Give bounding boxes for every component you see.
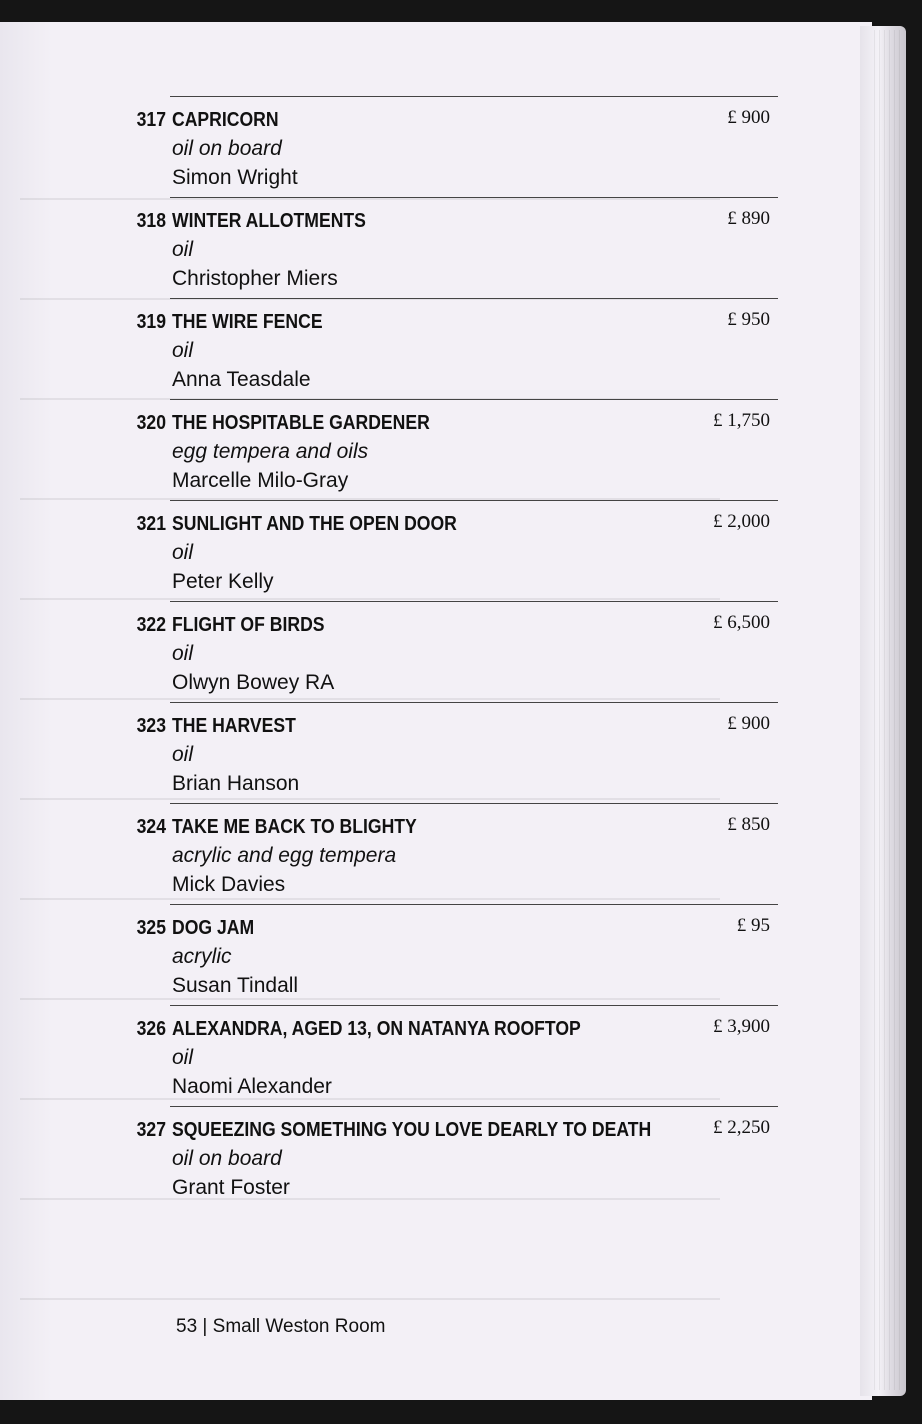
entry-title: THE WIRE FENCE (172, 311, 323, 333)
entry-title: THE HOSPITABLE GARDENER (172, 412, 430, 434)
entry-number: 320 (136, 412, 166, 434)
room-name: Small Weston Room (212, 1316, 386, 1337)
entry-price: £ 6,500 (713, 612, 770, 633)
entry-number: 317 (136, 109, 166, 131)
entry-artist: Peter Kelly (172, 570, 274, 593)
entry-price: £ 1,750 (713, 410, 770, 431)
entry-price: £ 95 (736, 915, 770, 936)
entry-number: 327 (136, 1119, 166, 1141)
entry-price: £ 900 (727, 713, 770, 734)
entry-artist: Mick Davies (172, 873, 286, 896)
entry-medium: oil on board (172, 1147, 282, 1170)
entry-medium: oil (172, 238, 194, 261)
catalogue-entries (0, 97, 872, 1207)
catalogue-entry (136, 703, 778, 804)
footer-separator: | (202, 1316, 208, 1337)
catalogue-entry (136, 97, 778, 198)
catalogue-entry (136, 602, 778, 703)
catalogue-entry (136, 1107, 778, 1207)
entry-artist: Susan Tindall (172, 974, 299, 997)
entry-artist: Brian Hanson (172, 772, 300, 795)
catalogue-entry (136, 1006, 778, 1107)
entry-title: WINTER ALLOTMENTS (172, 210, 366, 232)
entry-price: £ 950 (727, 309, 770, 330)
entry-medium: oil (172, 743, 194, 766)
entry-price: £ 850 (727, 814, 770, 835)
catalogue-entry (136, 905, 778, 1006)
entry-artist: Christopher Miers (172, 267, 338, 290)
catalogue-entry (136, 299, 778, 400)
entry-number: 321 (136, 513, 166, 535)
entry-price: £ 2,250 (713, 1117, 770, 1138)
entry-medium: oil on board (172, 137, 282, 160)
entry-title: SUNLIGHT AND THE OPEN DOOR (172, 513, 457, 535)
entry-price: £ 890 (727, 208, 770, 229)
entry-medium: egg tempera and oils (172, 440, 369, 463)
entry-medium: oil (172, 541, 194, 564)
catalogue-entry (136, 501, 778, 602)
entry-medium: acrylic (172, 945, 232, 968)
page-footer (176, 1316, 385, 1338)
entry-medium: oil (172, 642, 194, 665)
entry-artist: Marcelle Milo-Gray (172, 469, 349, 492)
entry-medium: acrylic and egg tempera (172, 844, 397, 867)
entry-artist: Olwyn Bowey RA (172, 671, 335, 694)
entry-number: 318 (136, 210, 166, 232)
entry-artist: Anna Teasdale (172, 368, 311, 391)
entry-medium: oil (172, 1046, 194, 1069)
catalogue-entry (136, 804, 778, 905)
entry-title: CAPRICORN (172, 109, 279, 131)
entry-number: 319 (136, 311, 166, 333)
entry-number: 325 (136, 917, 166, 939)
entry-title: TAKE ME BACK TO BLIGHTY (172, 816, 417, 838)
page-number: 53 (176, 1316, 198, 1337)
entry-number: 322 (136, 614, 166, 636)
entry-number: 323 (136, 715, 166, 737)
entry-number: 326 (136, 1018, 166, 1040)
entry-title: ALEXANDRA, AGED 13, ON NATANYA ROOFTOP (172, 1018, 581, 1040)
entry-title: FLIGHT OF BIRDS (172, 614, 325, 636)
entry-title: DOG JAM (172, 917, 255, 939)
entry-title: THE HARVEST (172, 715, 296, 737)
entry-title: SQUEEZING SOMETHING YOU LOVE DEARLY TO DEATH (172, 1119, 652, 1141)
catalogue-entry (136, 400, 778, 501)
entry-medium: oil (172, 339, 194, 362)
entry-artist: Naomi Alexander (172, 1075, 332, 1098)
entry-number: 324 (136, 816, 166, 838)
entry-artist: Simon Wright (172, 166, 298, 189)
entry-price: £ 3,900 (713, 1016, 770, 1037)
entry-artist: Grant Foster (172, 1176, 290, 1199)
entry-price: £ 900 (727, 107, 770, 128)
entry-price: £ 2,000 (713, 511, 770, 532)
catalogue-entry (136, 198, 778, 299)
page-edge-lines (870, 30, 900, 1390)
